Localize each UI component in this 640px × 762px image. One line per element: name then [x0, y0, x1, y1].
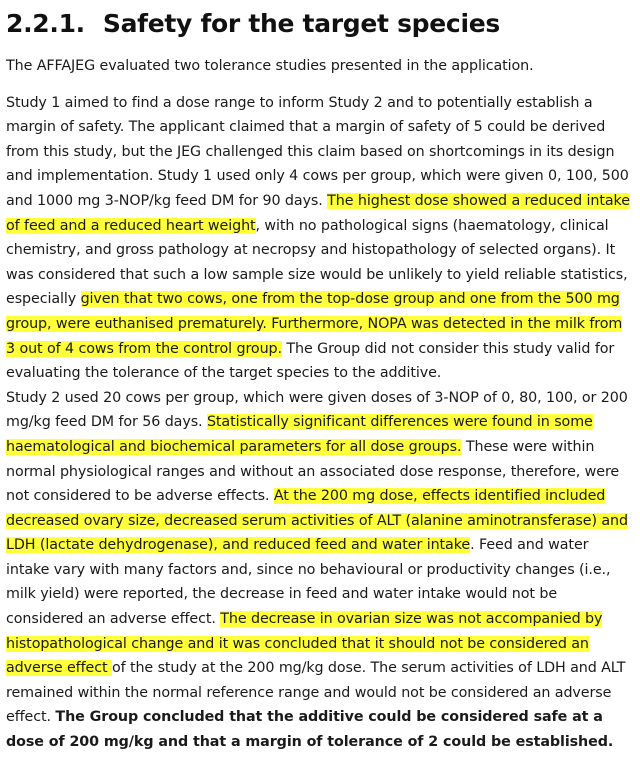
study2-highlight-3: The decrease in ovarian size was not accompanied by histopathological change and it was concluded that it should not be considered an adverse effect: [6, 611, 603, 677]
section-number: 2.2.1.: [6, 9, 85, 38]
study1-highlight-2: given that two cows, one from the top-dose group and one from the 500 mg group, were euthanised prematurely. Furthermore, NOPA was detected in the milk from 3 out of 4 cows from the control group.: [6, 291, 623, 357]
study1-text-1: Study 1 aimed to find a dose range to inform Study 2 and to potentially establish a margin of safety. The applicant claimed that a margin of safety of 5 could be derived from this study, but the JEG challenged this claim based on shortcomings in its design and implementation. Study 1 used only 4 cows per group, which were given 0, 100, 500 and 1000 mg 3-NOP/kg feed DM for 90 days.: [6, 94, 629, 209]
study2-conclusion: The Group concluded that the additive could be considered safe at a dose of 200 mg/kg and that a margin of tolerance of 2 could be established.: [6, 709, 614, 751]
study2-text-4: of the study at the 200 mg/kg dose. The serum activities of LDH and ALT remained within the normal reference range and would not be considered an adverse effect.: [6, 660, 626, 726]
study1-highlight-1: The highest dose showed a reduced intake of feed and a reduced heart weight: [6, 192, 630, 234]
study2-paragraph: [6, 386, 632, 755]
section-heading: [6, 6, 632, 42]
study2-text-2: These were within normal physiological ranges and without an associated dose response, therefore, were not considered to be adverse effects.: [6, 438, 620, 505]
study1-text-2: , with no pathological signs (haematology, clinical chemistry, and gross pathology at necropsy and histopathology of selected organs). It was considered that such a low sample size would be unlikely to yield reliable statistics, especially: [6, 217, 628, 308]
intro-paragraph: The AFFAJEG evaluated two tolerance studies presented in the application.: [6, 58, 534, 74]
study2-highlight-1: Statistically significant differences were found in some haematological and biochemical parameters for all dose groups.: [6, 414, 593, 455]
section-title: Safety for the target species: [102, 9, 500, 38]
study2-highlight-2: At the 200 mg dose, effects identified included decreased ovary size, decreased serum activities of ALT (alanine aminotransferase) and LDH (lactate dehydrogenase), and reduced feed and water intake: [6, 488, 628, 554]
study2-text-3: . Feed and water intake vary with many factors and, since no behavioural or productivity changes (i.e., milk yield) were reported, the decrease in feed and water intake would not be considered an adverse effect.: [6, 537, 611, 628]
study1-text-3: The Group did not consider this study valid for evaluating the tolerance of the target species to the additive.: [6, 340, 615, 382]
study2-text-1: Study 2 used 20 cows per group, which were given doses of 3-NOP of 0, 80, 100, or 200 mg/kg feed DM for 56 days.: [6, 389, 628, 431]
study1-paragraph: [6, 91, 632, 386]
